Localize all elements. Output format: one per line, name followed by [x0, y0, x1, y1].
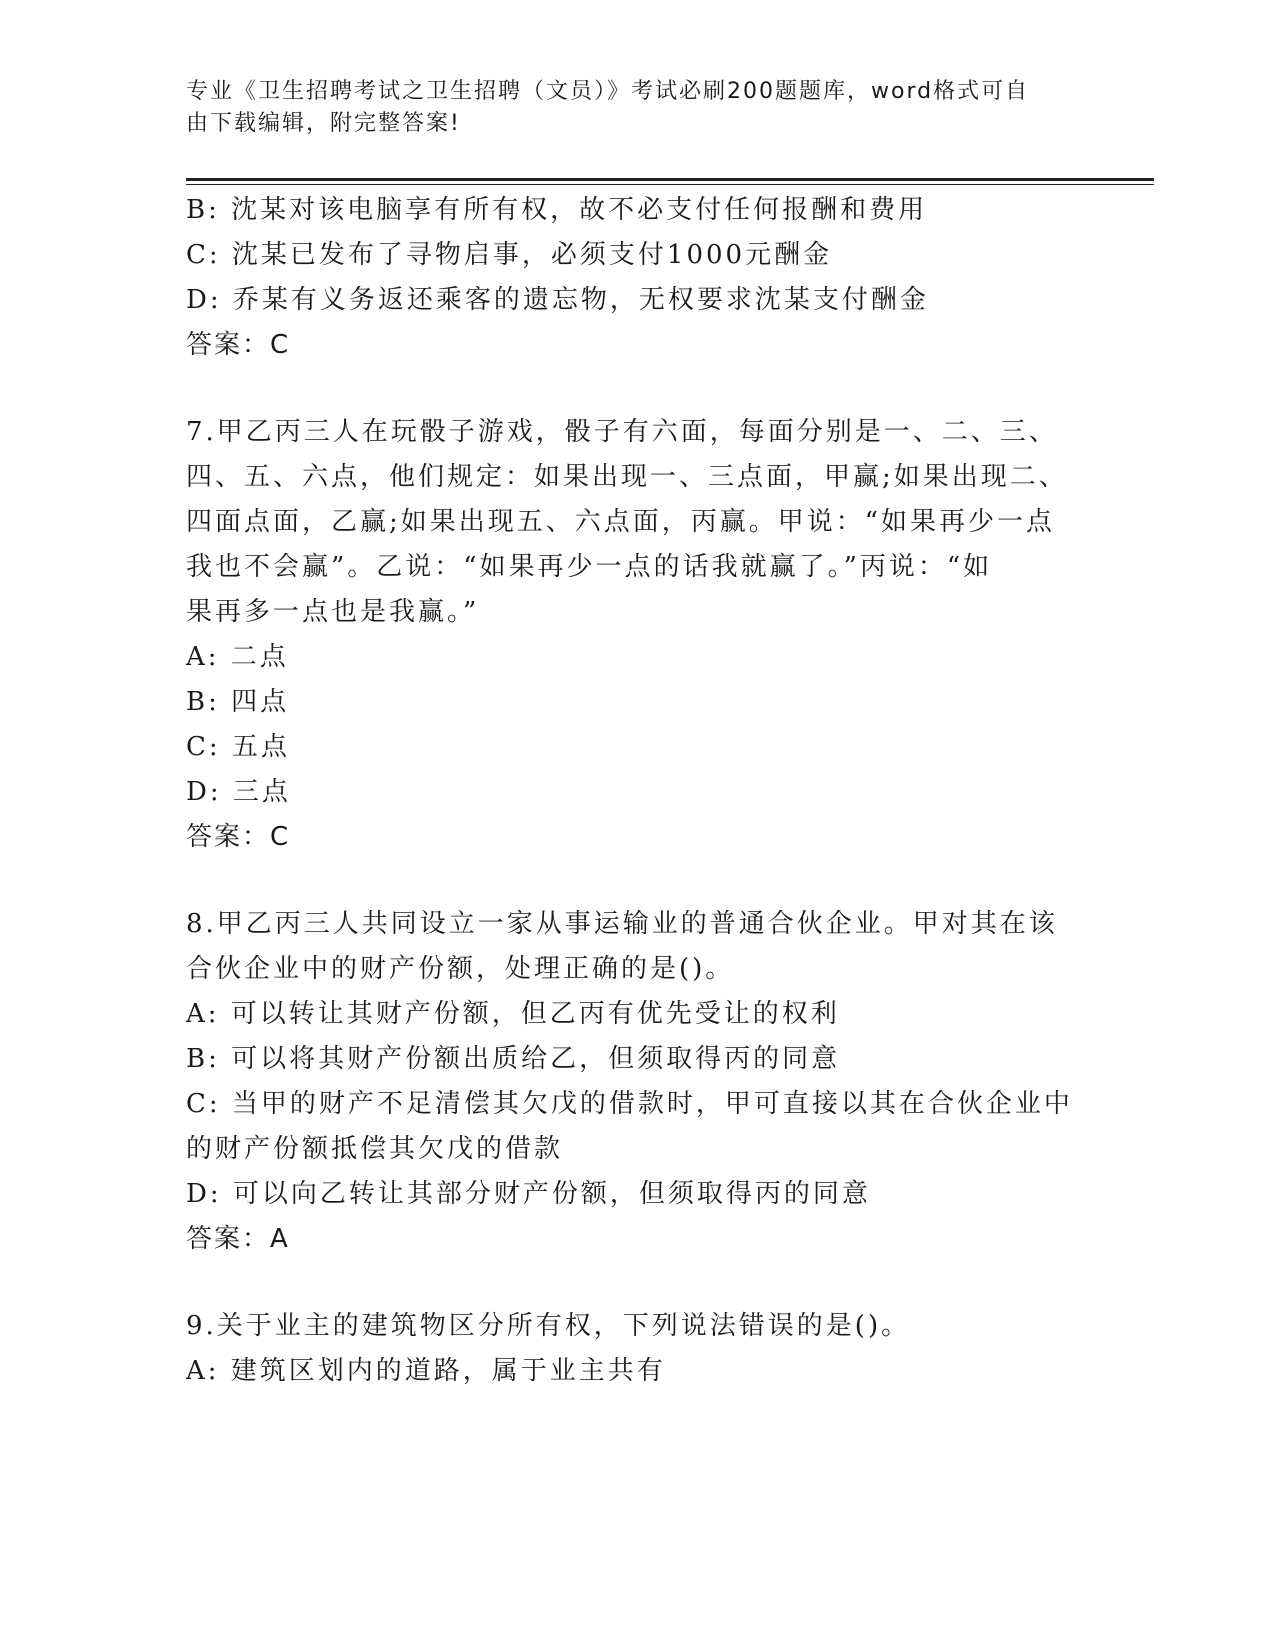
answer-label: 答案：C [186, 822, 291, 852]
option-a: A: 建筑区划内的道路，属于业主共有 [186, 1356, 666, 1386]
question-stem-line: 四、五、六点，他们规定：如果出现一、三点面，甲赢;如果出现二、 [186, 462, 1068, 492]
question-stem-line: 8.甲乙丙三人共同设立一家从事运输业的普通合伙企业。甲对其在该 [186, 909, 1058, 939]
option-c-continued: 的财产份额抵偿其欠戊的借款 [186, 1134, 564, 1164]
option-d: D: 三点 [186, 777, 291, 807]
question-stem-line: 我也不会赢”。乙说：“如果再少一点的话我就赢了。”丙说：“如 [186, 552, 993, 582]
header-line-1: 专业《卫生招聘考试之卫生招聘（文员）》考试必刷200题题库，word格式可自 [186, 79, 1030, 104]
question-8 [186, 902, 1086, 1262]
option-a: A: 二点 [186, 642, 289, 672]
header-divider-thin [186, 184, 1154, 185]
question-6 [186, 188, 1086, 368]
header-line-2: 由下载编辑，附完整答案! [186, 111, 461, 136]
header-divider-thick [186, 178, 1154, 181]
option-c: C: 沈某已发布了寻物启事，必须支付1000元酬金 [186, 240, 833, 270]
question-stem-line: 合伙企业中的财产份额，处理正确的是()。 [186, 954, 735, 984]
question-content [186, 188, 1086, 1394]
answer-label: 答案：A [186, 1224, 290, 1254]
spacer [186, 860, 1086, 902]
option-d: D: 可以向乙转让其部分财产份额，但须取得丙的同意 [186, 1179, 871, 1209]
option-b: B: 沈某对该电脑享有所有权，故不必支付任何报酬和费用 [186, 195, 928, 225]
question-9 [186, 1304, 1086, 1394]
spacer [186, 1262, 1086, 1304]
option-c: C: 当甲的财产不足清偿其欠戊的借款时，甲可直接以其在合伙企业中 [186, 1089, 1073, 1119]
page-header [186, 76, 1066, 140]
option-b: B: 四点 [186, 687, 290, 717]
option-c: C: 五点 [186, 732, 290, 762]
question-stem-line: 果再多一点也是我赢。” [186, 597, 480, 627]
spacer [186, 368, 1086, 410]
option-b: B: 可以将其财产份额出质给乙，但须取得丙的同意 [186, 1044, 841, 1074]
question-stem-line: 四面点面，乙赢;如果出现五、六点面，丙赢。甲说：“如果再少一点 [186, 507, 1056, 537]
question-stem-line: 9.关于业主的建筑物区分所有权，下列说法错误的是()。 [186, 1311, 911, 1341]
question-7 [186, 410, 1086, 860]
question-stem-line: 7.甲乙丙三人在玩骰子游戏，骰子有六面，每面分别是一、二、三、 [186, 417, 1058, 447]
option-a: A: 可以转让其财产份额，但乙丙有优先受让的权利 [186, 999, 840, 1029]
answer-label: 答案：C [186, 330, 291, 360]
option-d: D: 乔某有义务返还乘客的遗忘物，无权要求沈某支付酬金 [186, 285, 929, 315]
